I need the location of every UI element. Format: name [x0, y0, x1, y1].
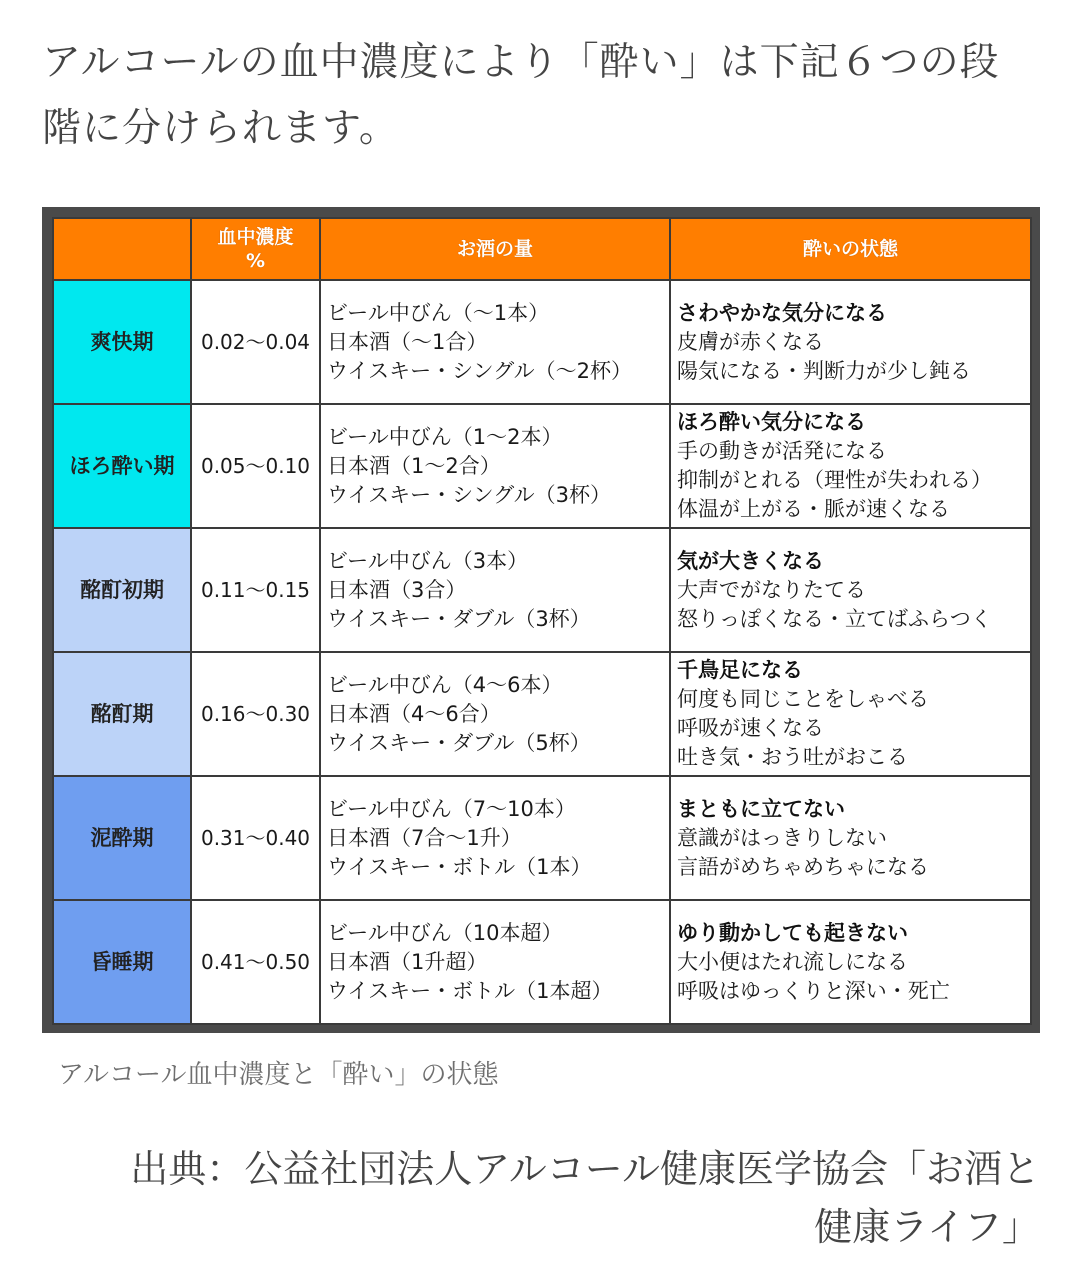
state-line: 言語がめちゃめちゃになる: [677, 854, 929, 879]
stage-cell: 爽快期: [53, 280, 191, 404]
intro-line-1: アルコールの血中濃度により「酔い」は下記６つの段: [42, 40, 1000, 85]
intoxication-table-frame: [42, 207, 1040, 1033]
table-row: [53, 404, 1031, 528]
stage-cell: 酩酊期: [53, 652, 191, 776]
state-cell: [670, 404, 1031, 528]
amount-line: 日本酒（1〜2合）: [327, 453, 501, 478]
header-amount: お酒の量: [320, 218, 670, 280]
state-cell: [670, 280, 1031, 404]
table-row: [53, 900, 1031, 1024]
amount-cell: [320, 280, 670, 404]
amount-line: ウイスキー・シングル（3杯）: [327, 482, 611, 507]
concentration-cell: 0.11〜0.15: [191, 528, 320, 652]
amount-line: ウイスキー・ダブル（5杯）: [327, 730, 591, 755]
amount-line: 日本酒（4〜6合）: [327, 701, 501, 726]
amount-line: ウイスキー・ボトル（1本超）: [327, 978, 613, 1003]
concentration-cell: 0.05〜0.10: [191, 404, 320, 528]
state-line: 体温が上がる・脈が速くなる: [677, 497, 950, 521]
amount-line: ビール中びん（4〜6本）: [327, 672, 563, 697]
amount-cell: [320, 900, 670, 1024]
state-cell: [670, 652, 1031, 776]
amount-line: ビール中びん（7〜10本）: [327, 796, 576, 821]
state-line: 怒りっぽくなる・立てばふらつく: [677, 606, 992, 631]
amount-line: ビール中びん（3本）: [327, 548, 529, 573]
amount-line: 日本酒（3合）: [327, 577, 467, 602]
amount-line: ウイスキー・ダブル（3杯）: [327, 606, 591, 631]
amount-cell: [320, 776, 670, 900]
state-line: 抑制がとれる（理性が失われる）: [677, 468, 992, 492]
stage-cell: 昏睡期: [53, 900, 191, 1024]
concentration-cell: 0.02〜0.04: [191, 280, 320, 404]
state-headline: 気が大きくなる: [677, 548, 824, 573]
state-headline: ゆり動かしても起きない: [677, 920, 908, 945]
table-row: [53, 280, 1031, 404]
amount-line: ビール中びん（10本超）: [327, 920, 563, 945]
amount-line: ウイスキー・シングル（〜2杯）: [327, 358, 632, 383]
amount-line: ビール中びん（1〜2本）: [327, 424, 563, 449]
stage-cell: ほろ酔い期: [53, 404, 191, 528]
intro-text: [42, 30, 1042, 162]
source-line-1: 出典：公益社団法人アルコール健康医学協会「お酒と: [130, 1147, 1040, 1191]
header-state: 酔いの状態: [670, 218, 1031, 280]
state-line: 呼吸が速くなる: [677, 716, 824, 740]
state-line: 意識がはっきりしない: [677, 825, 887, 850]
amount-cell: [320, 404, 670, 528]
stage-cell: 酩酊初期: [53, 528, 191, 652]
table-row: [53, 776, 1031, 900]
amount-cell: [320, 528, 670, 652]
amount-cell: [320, 652, 670, 776]
concentration-cell: 0.31〜0.40: [191, 776, 320, 900]
header-stage: [53, 218, 191, 280]
intoxication-table: [52, 217, 1032, 1025]
amount-line: 日本酒（〜1合）: [327, 329, 488, 354]
state-headline: ほろ酔い気分になる: [677, 410, 866, 434]
header-concentration-label: 血中濃度: [217, 226, 294, 248]
concentration-cell: 0.41〜0.50: [191, 900, 320, 1024]
source-citation: [80, 1140, 1040, 1256]
header-concentration-unit: %: [245, 250, 266, 272]
table-header-row: [53, 218, 1031, 280]
source-line-2: 健康ライフ」: [814, 1205, 1040, 1249]
state-line: 大声でがなりたてる: [677, 577, 866, 602]
state-headline: さわやかな気分になる: [677, 300, 887, 325]
amount-line: ウイスキー・ボトル（1本）: [327, 854, 592, 879]
state-line: 手の動きが活発になる: [677, 439, 887, 463]
table-caption: アルコール血中濃度と「酔い」の状態: [58, 1060, 499, 1090]
state-cell: [670, 776, 1031, 900]
amount-line: ビール中びん（〜1本）: [327, 300, 550, 325]
table-row: [53, 528, 1031, 652]
state-line: 何度も同じことをしゃべる: [677, 687, 929, 711]
stage-cell: 泥酔期: [53, 776, 191, 900]
state-line: 陽気になる・判断力が少し鈍る: [677, 358, 971, 383]
state-cell: [670, 528, 1031, 652]
concentration-cell: 0.16〜0.30: [191, 652, 320, 776]
state-cell: [670, 900, 1031, 1024]
state-headline: 千鳥足になる: [677, 658, 803, 682]
header-concentration: [191, 218, 320, 280]
state-line: 皮膚が赤くなる: [677, 329, 824, 354]
amount-line: 日本酒（1升超）: [327, 949, 488, 974]
state-line: 呼吸はゆっくりと深い・死亡: [677, 978, 950, 1003]
intro-line-2: 階に分けられます。: [42, 106, 399, 151]
state-line: 大小便はたれ流しになる: [677, 949, 908, 974]
state-line: 吐き気・おう吐がおこる: [677, 745, 908, 769]
table-row: [53, 652, 1031, 776]
state-headline: まともに立てない: [677, 796, 845, 821]
amount-line: 日本酒（7合〜1升）: [327, 825, 522, 850]
